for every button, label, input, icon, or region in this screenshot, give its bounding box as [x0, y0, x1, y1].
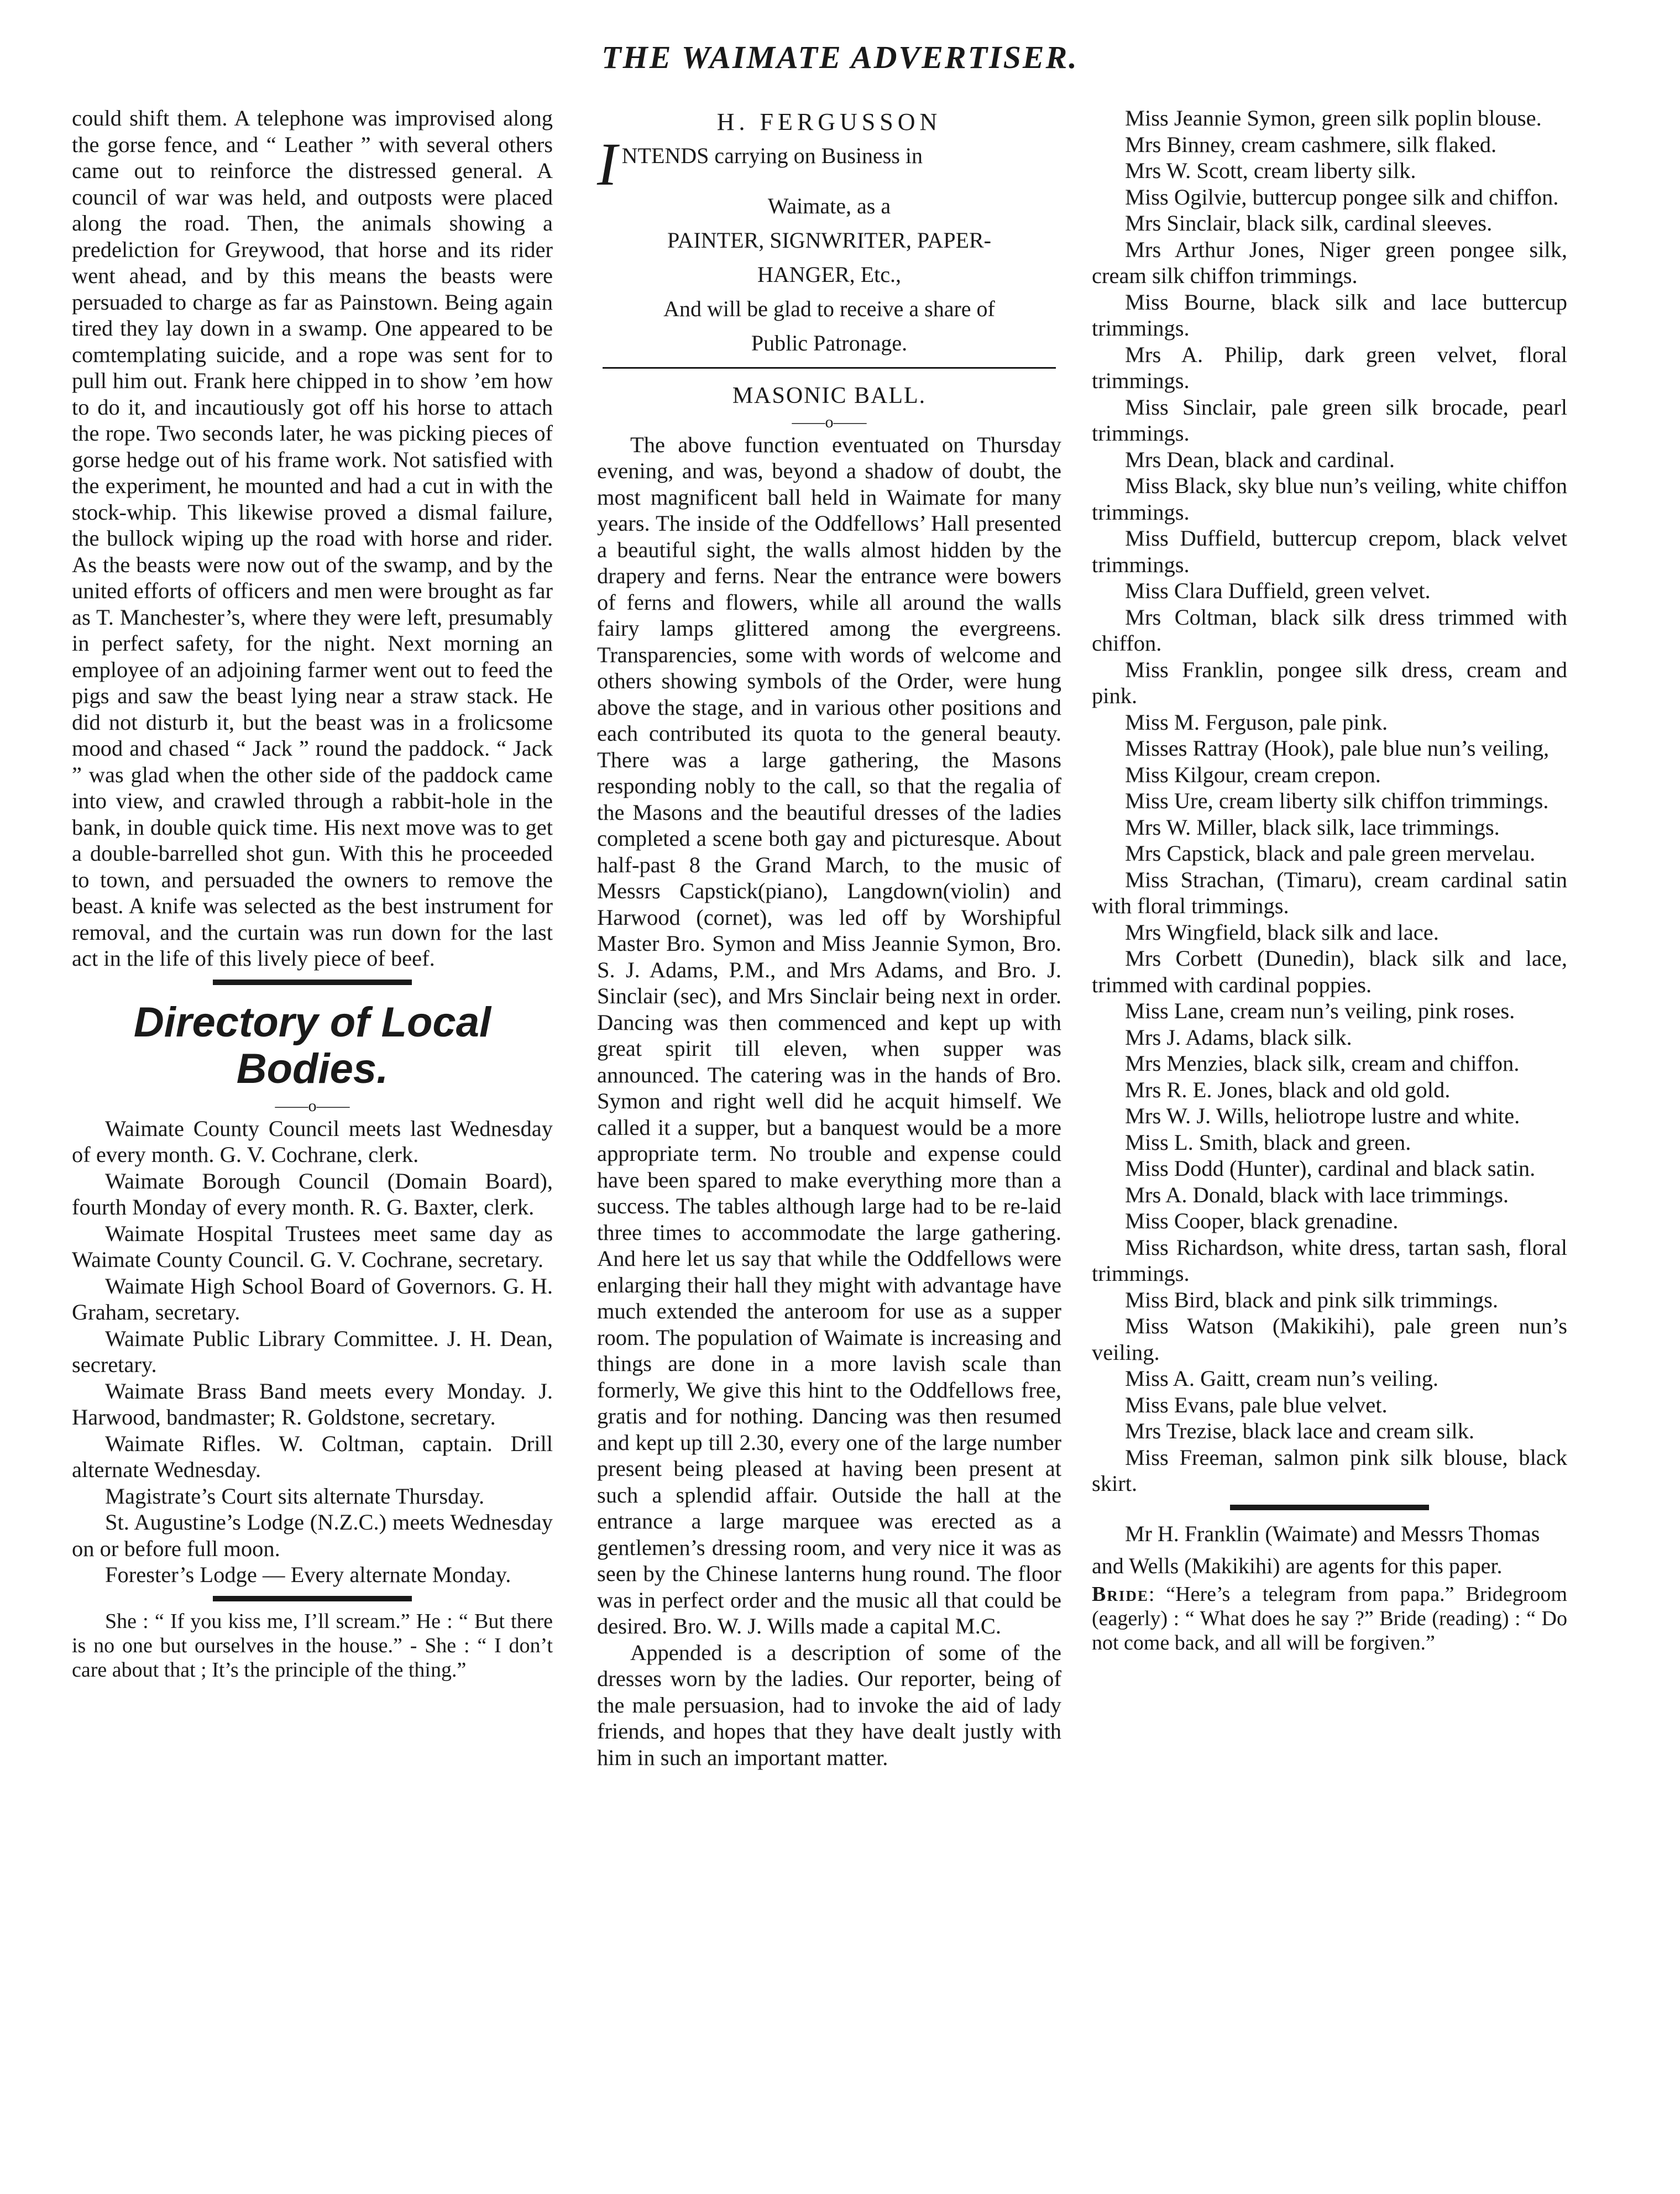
ad-line: And will be glad to receive a share of: [663, 296, 995, 321]
dress-entry: Miss Bourne, black silk and lace buttercup trimmings.: [1092, 289, 1567, 341]
section-rule: [213, 1596, 412, 1601]
dress-entry: Mrs W. Scott, cream liberty silk.: [1125, 158, 1416, 183]
dress-entry: Miss Lane, cream nun’s veiling, pink roses.: [1125, 998, 1515, 1023]
ball-paragraph: The above function eventuated on Thursday evening, and was, beyond a shadow of doubt, the most magnificent ball held in Waimate for many years. The inside of the Oddfellows’ Hall presented a beautiful sight, the walls almost hidden by the drapery and ferns. Near the entrance were bowers of ferns and flowers, while all around the walls fairy lamps glittered among the evergreens. Transparencies, some with words of welcome and others showing symbols of the Order, were hung above the stage, and in various other positions and each contributed its quota to the general beauty. There was a large gathering, the Masons responding nobly to the call, so that the regalia of the Masons and the beautiful dresses of the ladies completed a scene both gay and picturesque. About half-past 8 the Grand March, to the music of Messrs Capstick(piano), Langdown(violin) and Harwood (cornet), was led off by Worshipful Master Bro. Symon and Miss Jeannie Symon, Bro. S. J. Adams, P.M., and Mrs Adams, and Bro. J. Sinclair (sec), and Mrs Sinclair being next in order. Dancing was then commenced and kept up with great spirit till eleven, when supper was announced. The catering was in the hands of Bro. Symon and right well did he acquit himself. We called it a supper, but a banquest would be a more appropriate term. No trouble and expense could have been spared to make everything more than a success. The tables although large had to be re-laid three times to accommodate the large gathering. And here let us say that while the Oddfellows were enlarging their hall they might with advantage have much extended the anteroom for use as a supper room. The population of Waimate is increasing and things are done in a more lavish scale than formerly, We give this hint to the Oddfellows free, gratis and for nothing. Dancing was then resumed and kept up till 2.30, every one of the large number present being pleased at having been present at such a splendid affair. Outside the hall at the entrance a large marquee was erected as a gentlemen’s dressing room, and very nice it was as seen by the Chinese lanterns hung round. The floor was in perfect order and the music all that could be desired. Bro. W. J. Wills made a capital M.C.: [597, 432, 1061, 1638]
dress-entry: Miss Watson (Makikihi), pale green nun’s veiling.: [1092, 1313, 1567, 1365]
section-rule: [603, 367, 1056, 369]
masthead: THE WAIMATE ADVERTISER.: [601, 39, 1079, 75]
dress-entry: Mrs Corbett (Dunedin), black silk and lace, trimmed with cardinal poppies.: [1092, 946, 1567, 997]
dress-entry: Mrs Wingfield, black silk and lace.: [1125, 919, 1439, 945]
ad-line: Public Patronage.: [751, 331, 908, 355]
directory-entry: Magistrate’s Court sits alternate Thursday.: [105, 1483, 485, 1509]
column-middle: [597, 105, 1061, 1771]
directory-entry: Waimate High School Board of Governors. G. H. Graham, secretary.: [72, 1273, 553, 1324]
dress-entry: Miss Jeannie Symon, green silk poplin blouse.: [1125, 106, 1542, 130]
dress-entry: Miss Evans, pale blue velvet.: [1125, 1392, 1388, 1417]
fergusson-advertisement: [597, 105, 1061, 360]
directory-entry: St. Augustine’s Lodge (N.Z.C.) meets Wednesday on or before full moon.: [72, 1510, 553, 1561]
dress-entry: Miss Clara Duffield, green velvet.: [1125, 578, 1431, 603]
directory-title: Directory of Local Bodies.: [133, 998, 491, 1092]
joke-paragraph: She : “ If you kiss me, I’ll scream.” He : “ But there is no one but ourselves in the house.” - She : “ I don’t care about that ; It’s the principle of the thing.”: [72, 1609, 553, 1682]
ad-line: Waimate, as a: [767, 193, 891, 218]
dress-entry: Mrs Trezise, black lace and cream silk.: [1125, 1418, 1475, 1443]
dress-entry: Mrs W. Miller, black silk, lace trimmings.: [1125, 814, 1500, 840]
ad-intends: [597, 130, 1061, 198]
ad-intends-text: NTENDS carrying on Business in: [621, 143, 923, 168]
dress-entry: Mrs Capstick, black and pale green mervelau.: [1125, 841, 1536, 866]
column-left: [72, 105, 553, 1682]
directory-entry: Waimate Hospital Trustees meet same day as Waimate County Council. G. V. Cochrane, secretary.: [72, 1221, 553, 1272]
dress-entry: Miss Kilgour, cream crepon.: [1125, 762, 1381, 787]
dress-entry: Miss Richardson, white dress, tartan sash, floral trimmings.: [1092, 1234, 1567, 1286]
dress-entry: Miss Dodd (Hunter), cardinal and black satin.: [1125, 1156, 1536, 1181]
dress-entry: Mrs Dean, black and cardinal.: [1125, 447, 1395, 472]
ball-paragraph: Appended is a description of some of the dresses worn by the ladies. Our reporter, being of the male persuasion, had to invoke the aid of lady friends, and hopes that they have dealt justly with him in such an important matter.: [597, 1640, 1061, 1770]
section-rule: [1230, 1505, 1429, 1510]
bride-label: Bride: [1092, 1582, 1149, 1606]
dress-entry: Miss Freeman, salmon pink silk blouse, black skirt.: [1092, 1444, 1567, 1496]
dress-entry: Mrs W. J. Wills, heliotrope lustre and white.: [1125, 1103, 1520, 1128]
directory-entry: Waimate County Council meets last Wednesday of every month. G. V. Cochrane, clerk.: [72, 1116, 553, 1167]
dress-entry: Misses Rattray (Hook), pale blue nun’s veiling,: [1125, 736, 1550, 761]
dress-entry: Mrs Sinclair, black silk, cardinal sleeves.: [1125, 211, 1493, 235]
masonic-ball-heading: MASONIC BALL.: [732, 383, 927, 409]
dress-entry: Miss Cooper, black grenadine.: [1125, 1208, 1399, 1233]
dress-entry: Mrs Arthur Jones, Niger green pongee silk, cream silk chiffon trimmings.: [1092, 237, 1567, 288]
bride-joke: [1092, 1582, 1567, 1655]
separator: ——o——: [275, 1096, 350, 1115]
dress-entry: Mrs A. Philip, dark green velvet, floral trimmings.: [1092, 342, 1567, 393]
directory-entry: Waimate Brass Band meets every Monday. J. Harwood, bandmaster; R. Goldstone, secretary.: [72, 1378, 553, 1429]
ad-line: PAINTER, SIGNWRITER, PAPER-: [667, 228, 991, 253]
directory-entry: Waimate Borough Council (Domain Board), fourth Monday of every month. R. G. Baxter, clerk.: [72, 1168, 553, 1219]
directory-entry: Waimate Rifles. W. Coltman, captain. Drill alternate Wednesday.: [72, 1431, 553, 1482]
dress-entry: Miss Duffield, buttercup crepom, black velvet trimmings.: [1092, 526, 1567, 577]
dress-entry: Miss A. Gaitt, cream nun’s veiling.: [1125, 1366, 1438, 1391]
column-right: [1092, 105, 1567, 1655]
dress-entry: Miss Ogilvie, buttercup pongee silk and chiffon.: [1125, 184, 1559, 210]
dress-entry: Miss Bird, black and pink silk trimmings.: [1125, 1287, 1498, 1312]
separator: ——o——: [792, 412, 867, 431]
bride-text: : “Here’s a telegram from papa.” Bridegroom (eagerly) : “ What does he say ?” Bride (reading) : “ Do not come back, and all will be forgiven.”: [1092, 1582, 1567, 1654]
story-continuation: could shift them. A telephone was improvised along the gorse fence, and “ Leather ” with several others came out to reinforce the distressed general. A council of war was held, and outposts were placed along the road. Then, the animals showing a predeliction for Greywood, that horse and its rider went ahead, and by this means the beasts were persuaded to charge as far as Painstown. Being again tired they lay down in a swamp. One appeared to be comtemplating suicide, and a rope was sent for to pull him out. Frank here chipped in to show ’em how to do it, and incautiously got off his horse to attach the rope. Two seconds later, he was picking pieces of gorse hedge out of his frame work. Not satisfied with the experiment, he mounted and had a cut in with the stock-whip. This likewise proved a dismal failure, the bullock wiping up the road with horse and rider. As the beasts were now out of the swamp, and by the united efforts of officers and men were brought as far as T. Manchester’s, where they were left, presumably in perfect safety, for the night. Next morning an employee of an adjoining farmer went out to feed the pigs and saw the beast lying near a straw stack. He did not disturb it, but the beast was in a frolicsome mood and chased “ Jack ” round the paddock. “ Jack ” was glad when the other side of the paddock came into view, and crawled through a rabbit-hole in the bank, in double quick time. His next move was to get a double-barrelled shot gun. With this he proceeded to town, and persuaded the owners to remove the beast. A knife was selected as the best instrument for removal, and the curtain was run down for the last act in the life of this lively piece of beef.: [72, 106, 553, 971]
agents-notice: Mr H. Franklin (Waimate) and Messrs Thomas and Wells (Makikihi) are agents for this paper.: [1092, 1521, 1540, 1578]
dress-entry: Miss Strachan, (Timaru), cream cardinal satin with floral trimmings.: [1092, 867, 1567, 918]
directory-entry: Waimate Public Library Committee. J. H. Dean, secretary.: [72, 1326, 553, 1377]
directory-entry: Forester’s Lodge — Every alternate Monday.: [105, 1562, 511, 1587]
dress-entry: Miss Ure, cream liberty silk chiffon trimmings.: [1125, 788, 1549, 813]
dress-entry: Mrs J. Adams, black silk.: [1125, 1024, 1352, 1050]
dress-entry: Miss Sinclair, pale green silk brocade, pearl trimmings.: [1092, 394, 1567, 446]
dress-entry: Miss Black, sky blue nun’s veiling, white chiffon trimmings.: [1092, 473, 1567, 525]
section-rule: [213, 980, 412, 985]
ad-line: HANGER, Etc.,: [757, 262, 901, 287]
dress-entry: Mrs Binney, cream cashmere, silk flaked.: [1125, 132, 1497, 157]
dress-entry: Mrs Coltman, black silk dress trimmed with chiffon.: [1092, 604, 1567, 656]
ad-drop-cap: I: [597, 130, 617, 198]
dress-entry: Mrs Menzies, black silk, cream and chiffon.: [1125, 1051, 1520, 1076]
dress-entry: Miss L. Smith, black and green.: [1125, 1129, 1411, 1155]
dress-entry: Mrs A. Donald, black with lace trimmings.: [1125, 1182, 1509, 1207]
dress-entry: Miss Franklin, pongee silk dress, cream and pink.: [1092, 657, 1567, 708]
dress-entry: Miss M. Ferguson, pale pink.: [1125, 709, 1388, 735]
ad-name: H. FERGUSSON: [716, 108, 942, 135]
dress-entry: Mrs R. E. Jones, black and old gold.: [1125, 1077, 1451, 1102]
